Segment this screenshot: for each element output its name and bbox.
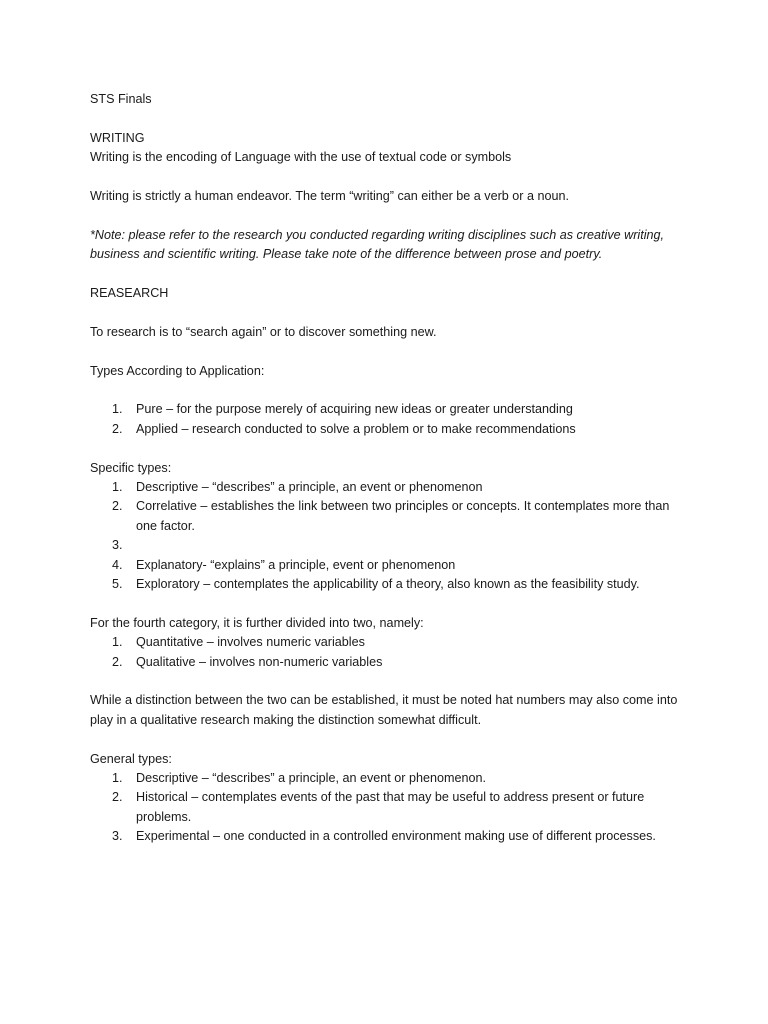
types-application-heading: Types According to Application:: [90, 363, 265, 378]
list-item: 2. Qualitative – involves non-numeric variables: [112, 654, 383, 669]
list-item: 3.: [112, 538, 123, 553]
list-item: 2. Historical – contemplates events of the past that may be useful to address present or future problems.: [112, 790, 645, 824]
note-paragraph: *Note: please refer to the research you conducted regarding writing disciplines such as creative writing, business and scientific writing. Please take note of the difference between prose and poetry.: [90, 227, 665, 262]
list-item: 2. Correlative – establishes the link between two principles or concepts. It contemplates more than one factor.: [112, 499, 670, 533]
writing-definition: Writing is the encoding of Language with the use of textual code or symbols: [90, 150, 512, 165]
list-item: 1. Descriptive – “describes” a principle, an event or phenomenon.: [112, 771, 487, 786]
list-item: 1. Quantitative – involves numeric variables: [112, 635, 365, 650]
list-item: 4. Explanatory- “explains” a principle, event or phenomenon: [112, 557, 456, 572]
specific-types-list: [90, 478, 690, 594]
list-item: 5. Exploratory – contemplates the applicability of a theory, also known as the feasibility study.: [112, 577, 640, 592]
document-title: STS Finals: [90, 92, 152, 106]
list-item: 1. Pure – for the purpose merely of acquiring new ideas or greater understanding: [112, 402, 573, 417]
writing-human-paragraph: Writing is strictly a human endeavor. The term “writing” can either be a verb or a noun.: [90, 189, 570, 203]
fourth-category-heading: For the fourth category, it is further divided into two, namely:: [90, 615, 424, 630]
general-types-list: [90, 769, 690, 847]
list-item: 3. Experimental – one conducted in a controlled environment making use of different processes.: [112, 829, 656, 844]
fourth-category-list: [90, 633, 690, 672]
list-item: 1. Descriptive – “describes” a principle, an event or phenomenon: [112, 480, 483, 494]
types-application-list: [90, 400, 690, 439]
distinction-paragraph: While a distinction between the two can be established, it must be noted hat numbers may also come into play in a qualitative research making the distinction somewhat difficult.: [90, 693, 678, 727]
research-definition: To research is to “search again” or to discover something new.: [90, 324, 437, 339]
list-item: 2. Applied – research conducted to solve a problem or to make recommendations: [112, 421, 576, 436]
specific-types-heading: Specific types:: [90, 460, 172, 475]
research-heading: REASEARCH: [90, 286, 169, 300]
general-types-heading: General types:: [90, 751, 172, 766]
writing-heading: WRITING: [90, 130, 145, 145]
document-page: [90, 90, 690, 847]
